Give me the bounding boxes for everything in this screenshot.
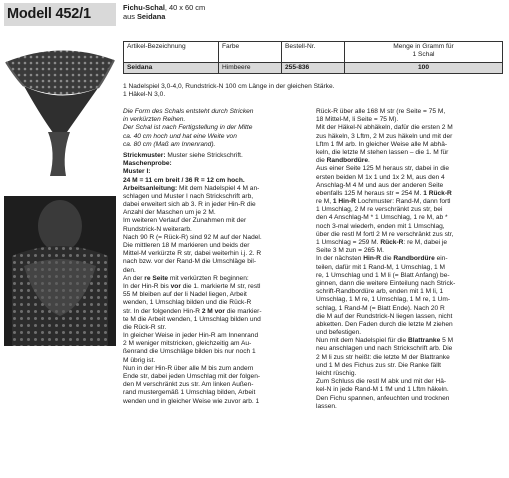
- cell-quantity: 100: [345, 63, 503, 74]
- text-line: die M auf der Rundstrick-N liegen lassen, nicht: [316, 312, 453, 320]
- text-line: abketten. Den Faden durch die letzte M ziehen: [316, 320, 453, 328]
- text-line: Umschlag, 1 M re, 1 Umschlag, 1 M re, 1 Um-: [316, 296, 451, 304]
- text-line: Im weiteren Verlauf der Zunahmen mit der: [123, 217, 247, 225]
- text-line: M übrig ist.: [123, 356, 156, 364]
- text-span: Lochmuster: Rand-M, dann fortl: [355, 198, 451, 206]
- col-quantity: [345, 42, 503, 63]
- text-line: teilen, dafür mit 1 Rand-M, 1 Umschlag, 1 M: [316, 263, 445, 271]
- text-span: die: [380, 255, 394, 263]
- text-span: re M,: [316, 198, 333, 206]
- text-line: neu anschlagen und nach Strickschrift arb. Die: [316, 345, 453, 353]
- text-line: schrift-Randbordüre arb, enden mit 1 M li, 1: [316, 288, 444, 296]
- photo-shawl-worn: [4, 196, 116, 346]
- arbeit-label: Arbeitsanleitung:: [123, 184, 178, 192]
- shawl-worn-illustration: [4, 196, 116, 346]
- text-span: mit verkürzten R beginnen:: [168, 274, 249, 282]
- text-span: die: [316, 157, 327, 165]
- cell-order-no: 255-836: [282, 63, 345, 74]
- text-line: schlagen und Muster I nach Strickschrift arb,: [123, 192, 254, 200]
- text-line: ginnen, dann die weitere Einteilung nach Strick-: [316, 279, 456, 287]
- subtitle-rest: , 40 x 60 cm: [164, 3, 206, 12]
- instructions-right-column: [316, 108, 506, 411]
- bold-span: vor: [170, 282, 181, 290]
- text-line: [316, 255, 506, 263]
- arbeit-text: Mit dem Nadelspiel 4 M an-: [177, 184, 260, 192]
- text-line: Nach 90 R (= Rück-R) sind 92 M auf der Nadel.: [123, 233, 262, 241]
- gauge-line: 24 M = 11 cm breit / 36 R = 12 cm hoch.: [123, 176, 245, 184]
- model-title: Modell 452/1: [4, 3, 116, 26]
- col-order-no: Bestell-Nr.: [282, 42, 345, 63]
- col-quantity-line2: 1 Schal: [412, 51, 435, 58]
- text-line: Den Fichu spannen, anfeuchten und trocknen: [316, 394, 450, 402]
- instructions-left-column: [123, 108, 310, 406]
- text-line: Zum Schluss die restl M abk und mit der Hä-: [316, 378, 447, 386]
- maschenprobe-label: Maschenprobe:: [123, 160, 172, 168]
- text-line: leicht rüschig.: [316, 370, 357, 377]
- shawl-flat-illustration: [4, 42, 116, 178]
- text-line: [123, 308, 310, 316]
- text-line: 2 M li zus str heißt: die letzte M der Blattranke: [316, 353, 450, 361]
- tools-intro: [123, 83, 503, 99]
- text-line: dabei erweitert sich ab 3. R in jeder Hin-R die: [123, 201, 256, 209]
- col-quantity-line1: Menge in Gramm für: [393, 43, 454, 50]
- text-line: Mit der Häkel-N abhäkeln, dafür die ersten 2 M: [316, 124, 453, 132]
- italic-line: in verkürzten Reihen.: [123, 116, 186, 124]
- text-line: [316, 157, 506, 165]
- bold-span: Randbordüre: [326, 157, 369, 165]
- text-line: 1 Umschlag, 2 M re verschränkt zus str, bei: [316, 206, 443, 214]
- text-line: te M die Arbeit wenden, 1 Umschlag bilden und: [123, 315, 261, 323]
- bold-span: Hin-R: [363, 255, 381, 263]
- text-line: kel-N in jede Rand-M 1 fM und 1 Lftm häkeln.: [316, 386, 449, 394]
- italic-line: Der Schal ist nach Fertigstellung in der Mitte: [123, 124, 253, 132]
- text-line: Nun in der Hin-R über alle M bis zum andern: [123, 364, 254, 372]
- italic-line: ca. 40 cm hoch und hat eine Weite von: [123, 132, 237, 140]
- text-span: 5 M: [440, 337, 454, 345]
- materials-header-row: [124, 42, 503, 63]
- text-span: ein-: [434, 255, 448, 263]
- text-span: ebenfalls 125 M heraus str = 254 M.: [316, 189, 422, 197]
- italic-line: Die Form des Schals entsteht durch Stricken: [123, 108, 254, 115]
- text-line: Anschlag-M 4 M und aus der anderen Seite: [316, 181, 444, 189]
- text-span: str. In der folgenden Hin-R: [123, 307, 200, 315]
- muster-label: Muster I:: [123, 168, 151, 176]
- text-line: [316, 337, 506, 345]
- text-line: zus häkeln, 3 Lftm, 2 M zus häkeln und mit der: [316, 132, 453, 140]
- text-span: .: [368, 157, 370, 165]
- yarn-prefix: aus: [123, 12, 137, 21]
- italic-line: ca. 80 cm (Maß am Innenrand).: [123, 140, 216, 148]
- text-line: Ende str, dabei jeden Umschlag mit der folgen-: [123, 373, 261, 380]
- col-color: Farbe: [219, 42, 282, 63]
- text-span: die markier-: [224, 307, 262, 315]
- text-line: Seite 3 M zun = 265 M.: [316, 247, 384, 255]
- text-span: 1 Umschlag = 259 M.: [316, 239, 381, 246]
- intro-line: 1 Nadelspiel 3,0-4,0, Rundstrick-N 100 cm Länge in der gleichen Stärke.: [123, 83, 335, 90]
- text-line: ersten beiden M 1x 1 und 1x 2 M, aus den 4: [316, 173, 445, 181]
- text-span: die 1. markierte M str, restl: [180, 282, 261, 290]
- text-line: [316, 190, 506, 198]
- cell-color: Himbeere: [219, 63, 282, 74]
- bold-span: Randbordüre: [393, 255, 435, 263]
- strickmuster-text: Muster siehe Strickschrift.: [165, 151, 243, 159]
- header-subtitle: [123, 3, 205, 21]
- col-article: Artikel-Bezeichnung: [124, 42, 219, 63]
- intro-line: 1 Häkel-N 3,0.: [123, 91, 166, 99]
- strickmuster-label: Strickmuster:: [123, 151, 166, 159]
- text-line: wenden, 1 Umschlag bilden und die Rück-R: [123, 299, 252, 307]
- bold-span: re Seite: [144, 274, 169, 282]
- bold-span: Rück-R: [380, 239, 404, 246]
- yarn-name: Seidana: [136, 12, 166, 21]
- text-line: und befestigen.: [316, 329, 362, 337]
- text-line: nach bzw. vor der Rand-M die Umschläge bil-: [123, 258, 257, 266]
- photo-shawl-flat: [4, 42, 116, 178]
- text-line: In gleicher Weise in jeder Hin-R am Innenrand: [123, 332, 259, 340]
- text-line: Mittel-M verkürzte R str, dabei weiterhin i.j. 2. R: [123, 250, 262, 258]
- text-line: und 1 M des Fichus zus str. Die Ranke fällt: [316, 361, 441, 369]
- text-line: 55 M bleiben auf der li Nadel liegen, Arbeit: [123, 291, 247, 299]
- text-span: In der Hin-R bis: [123, 282, 171, 290]
- text-line: den.: [123, 266, 136, 274]
- text-line: schlag, 1 Rand-M (= Blatt Ende). Nach 20 R: [316, 304, 445, 312]
- materials-table: [123, 41, 503, 74]
- text-line: den M verschränkt zus str. Am linken Außen-: [123, 381, 254, 389]
- text-line: keln, die letzte M stehen lassen – die 1. M für: [316, 148, 449, 156]
- text-line: wenden und in gleicher Weise wie zuvor arb. 1: [123, 397, 260, 405]
- text-line: Rück-R über alle 168 M str (re Seite = 75 M,: [316, 108, 446, 115]
- text-line: noch 3-mal wiederh, enden mit 1 Umschlag,: [316, 222, 445, 230]
- text-span: An der: [123, 274, 145, 282]
- subtitle-bold: Fichu-Schal: [123, 3, 165, 12]
- rseite-line: [123, 275, 310, 283]
- text-line: ßenrand die Umschläge bilden bis nur noch 1: [123, 348, 256, 356]
- bold-span: 2 M vor: [201, 307, 225, 315]
- strickmuster-line: [123, 152, 310, 160]
- text-span: : re M, dabei je: [403, 239, 448, 246]
- arbeit-line: [123, 185, 310, 193]
- bold-span: Blattranke: [408, 337, 441, 345]
- cell-article: Seidana: [124, 63, 219, 74]
- text-line: Die mittleren 18 M markieren und beids der: [123, 242, 250, 249]
- text-line: 18 Mittel-M, li Seite = 75 M).: [316, 116, 399, 124]
- text-line: rand mustergemäß 1 Umschlag bilden, Arbeit: [123, 389, 256, 397]
- bold-span: 1 Hin-R: [332, 198, 356, 206]
- text-span: Nun mit dem Nadelspiel für die: [316, 337, 408, 345]
- text-line: [316, 198, 506, 206]
- materials-row: [124, 63, 503, 74]
- text-line: die Rück-R str.: [123, 323, 167, 331]
- text-line: Aus einer Seite 125 M heraus str, dabei in die: [316, 165, 450, 173]
- text-line: re, 1 Umschlag und 1 M li (= Blatt Anfang) be-: [316, 271, 450, 279]
- text-line: lassen.: [316, 402, 337, 410]
- text-span: In der nächsten: [316, 255, 364, 263]
- text-line: Lftm 1 fM arb. In gleicher Weise alle M abhä-: [316, 140, 448, 148]
- text-line: [123, 283, 310, 291]
- text-line: über die restl M fortl 2 M re verschränkt zus str,: [316, 230, 454, 238]
- bold-span: 1 Rück-R: [423, 189, 452, 197]
- text-line: den 4 Anschlag-M * 1 Umschlag, 1 re M, ab *: [316, 214, 448, 222]
- text-line: Rundstrick-N weiterarb.: [123, 225, 192, 233]
- shape-description: [123, 108, 310, 149]
- text-line: Anzahl der Maschen um je 2 M.: [123, 209, 216, 217]
- text-line: [316, 239, 506, 247]
- text-line: 2 M weniger mitstricken, gleichzeitig am Au-: [123, 340, 252, 348]
